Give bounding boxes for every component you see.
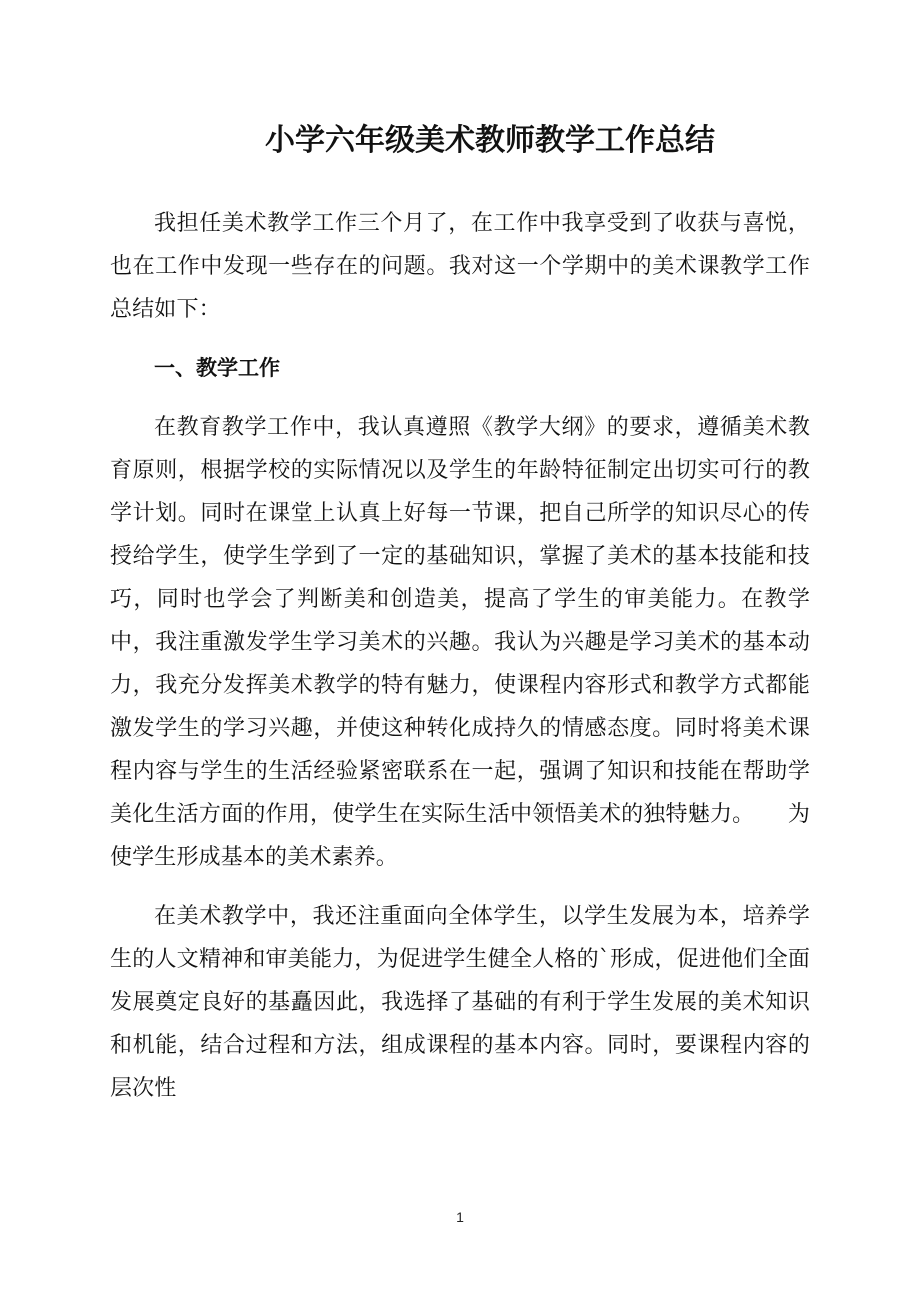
section-heading-teaching-work: 一、教学工作 <box>154 356 280 380</box>
art-teaching-paragraph: 在美术教学中，我还注重面向全体学生，以学生发展为本，培养学生的人文精神和审美能力，为促进学生健全人格的`形成，促进他们全面发展奠定良好的基矗因此，我选择了基础的有利于学生发展的美术知识和机能，结合过程和方法，组成课程的基本内容。同时，要课程内容的层次性 <box>110 904 810 1101</box>
document-title: 小学六年级美术教师教学工作总结 <box>265 123 715 158</box>
page-number: 1 <box>456 1209 464 1225</box>
document-body <box>110 202 810 1110</box>
intro-paragraph: 我担任美术教学工作三个月了，在工作中我享受到了收获与喜悦，也在工作中发现一些存在的问题。我对这一个学期中的美术课教学工作总结如下： <box>110 211 810 322</box>
teaching-work-paragraph: 在教育教学工作中，我认真遵照《教学大纲》的要求，遵循美术教育原则，根据学校的实际情况以及学生的年龄特征制定出切实可行的教学计划。同时在课堂上认真上好每一节课，把自己所学的知识尽心的传授给学生，使学生学到了一定的基础知识，掌握了美术的基本技能和技巧，同时也学会了判断美和创造美，提高了学生的审美能力。在教学中，我注重激发学生学习美术的兴趣。我认为兴趣是学习美术的基本动力，我充分发挥美术教学的特有魅力，使课程内容形式和教学方式都能激发学生的学习兴趣，并使这种转化成持久的情感态度。同时将美术课程内容与学生的生活经验紧密联系在一起，强调了知识和技能在帮助学美化生活方面的作用，使学生在实际生活中领悟美术的独特魅力。 为使学生形成基本的美术素养。 <box>110 415 810 870</box>
